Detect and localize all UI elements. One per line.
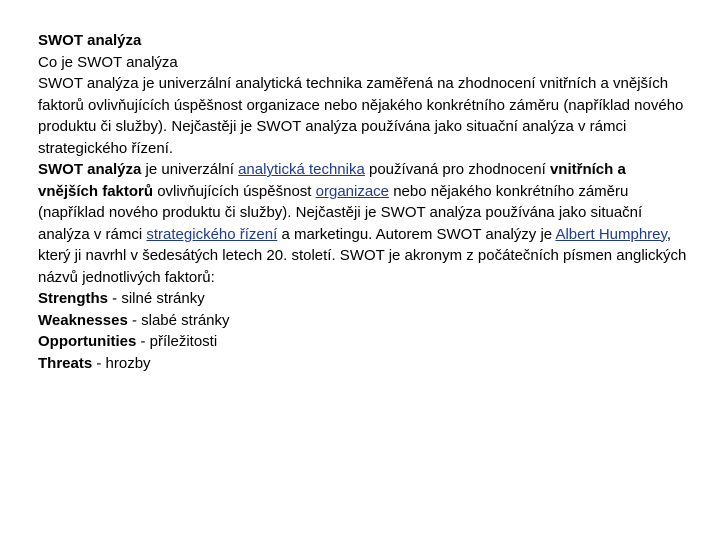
text-segment: je univerzální (141, 161, 239, 178)
factor-desc: - silné stránky (108, 290, 205, 307)
factor-name: Threats (38, 354, 93, 372)
link-organizace[interactable]: organizace (315, 182, 390, 200)
factor-opportunities (38, 331, 688, 353)
text-segment: ovlivňujících úspěšnost (153, 182, 316, 200)
document-title: SWOT analýza (38, 32, 142, 49)
factor-name: Strengths (38, 290, 109, 307)
factor-desc: - slabé stránky (127, 311, 230, 329)
factor-desc: - příležitosti (136, 333, 218, 350)
factor-weaknesses (38, 310, 688, 332)
document-subtitle: Co je SWOT analýza (38, 53, 178, 71)
text-segment: používaná pro zhodnocení (364, 161, 550, 178)
factor-name: Weaknesses (38, 311, 128, 329)
factor-name: Opportunities (38, 333, 137, 350)
link-strategickeho-rizeni[interactable]: strategického řízení (146, 225, 278, 243)
link-analyticka-technika[interactable]: analytická technika (238, 161, 365, 178)
factor-desc: - hrozby (92, 354, 151, 372)
factor-strengths (38, 288, 688, 310)
intro-paragraph: SWOT analýza je univerzální analytická technika zaměřená na zhodnocení vnitřních a vnějších faktorů ovlivňujících úspěšnost organizace nebo nějakého konkrétního záměru (například nového produktu či služby). Nejčastěji je SWOT analýza používána jako situační analýza v rámci strategického řízení. (38, 75, 684, 157)
factor-threats (38, 353, 688, 375)
document-page (38, 30, 688, 374)
term-swot: SWOT analýza (38, 161, 142, 178)
text-segment: nebo nějakého konkrétního záměru (například nového produktu či služby). Nejčastěji je SWOT analýza používána jako situační analýza v rámci (38, 182, 643, 243)
text-segment: a marketingu. Autorem SWOT analýzy je (277, 225, 556, 243)
bold-vnitrnich-vnejsich: vnitřních a vnějších faktorů (38, 161, 626, 200)
text-segment: , který ji navrhl v šedesátých letech 20. století. SWOT je akronym z počátečních písmen anglických názvů jednotlivých faktorů: (38, 225, 687, 286)
link-albert-humphrey[interactable]: Albert Humphrey (555, 225, 667, 243)
definition-paragraph (38, 159, 688, 288)
